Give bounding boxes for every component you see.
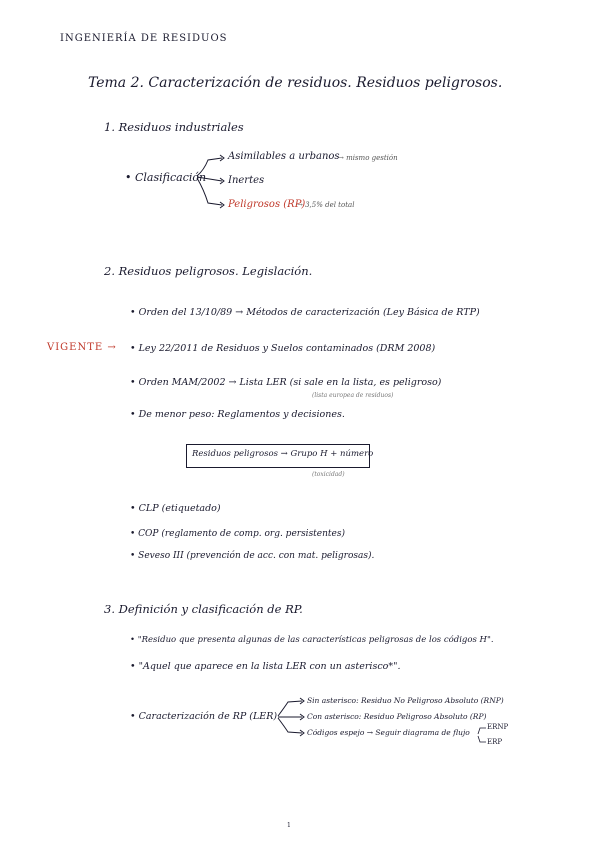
peligrosos-grupo-box-text: Residuos peligrosos → Grupo H + número bbox=[192, 449, 374, 459]
section1-branch-asimilables: Asimilables a urbanos bbox=[228, 151, 340, 162]
section3-heading: 3. Definición y clasificación de RP. bbox=[104, 602, 303, 616]
subject-header: INGENIERÍA DE RESIDUOS bbox=[60, 33, 228, 44]
section1-heading: 1. Residuos industriales bbox=[104, 120, 244, 134]
section2-item-orden-mam-note: (lista europea de residuos) bbox=[312, 392, 394, 399]
section3-branch-con-asterisco: Con asterisco: Residuo Peligroso Absoluto (RP) bbox=[307, 712, 487, 721]
section1-branch-inertes: Inertes bbox=[228, 175, 265, 186]
section2-item-seveso: • Seveso III (prevención de acc. con mat. peligrosas). bbox=[130, 551, 375, 561]
page-title: Tema 2. Caracterización de residuos. Residuos peligrosos. bbox=[88, 75, 503, 91]
peligrosos-grupo-box-note: (toxicidad) bbox=[312, 471, 345, 478]
section2-item-clp: • CLP (etiquetado) bbox=[130, 503, 221, 514]
section2-item-cop: • COP (reglamento de comp. org. persistentes) bbox=[130, 529, 345, 539]
vigente-label: VIGENTE → bbox=[47, 342, 117, 353]
section1-bullet: • Clasificación bbox=[125, 171, 207, 184]
section3-bullet: • Caracterización de RP (LER) bbox=[130, 711, 278, 722]
mirror-code-erp: ERP bbox=[487, 738, 503, 746]
section3-branch-codigos-espejo: Códigos espejo → Seguir diagrama de flujo bbox=[307, 728, 470, 737]
section2-item-ley-2011: • Ley 22/2011 de Residuos y Suelos contaminados (DRM 2008) bbox=[130, 343, 436, 354]
section2-item-menor-peso: • De menor peso: Reglamentos y decisiones. bbox=[130, 409, 345, 420]
section3-quote-codigos-h: • "Residuo que presenta algunas de las características peligrosas de los códigos H". bbox=[130, 635, 494, 645]
section2-item-orden-1989: • Orden del 13/10/89 → Métodos de caracterización (Ley Básica de RTP) bbox=[130, 307, 480, 318]
section2-item-orden-mam: • Orden MAM/2002 → Lista LER (si sale en la lista, es peligroso) bbox=[130, 377, 442, 388]
mirror-code-ernp: ERNP bbox=[487, 723, 509, 731]
section3-branch-sin-asterisco: Sin asterisco: Residuo No Peligroso Absoluto (RNP) bbox=[307, 696, 504, 705]
section1-branch-peligrosos-note: → 3,5% del total bbox=[297, 201, 355, 209]
section1-branch-asimilables-note: → mismo gestión bbox=[338, 154, 398, 162]
page-number: 1 bbox=[287, 822, 291, 829]
section2-heading: 2. Residuos peligrosos. Legislación. bbox=[104, 264, 313, 278]
section1-branch-peligrosos: Peligrosos (RP) bbox=[228, 199, 306, 210]
section3-quote-lista-ler: • "Aquel que aparece en la lista LER con un asterisco*". bbox=[130, 661, 401, 672]
